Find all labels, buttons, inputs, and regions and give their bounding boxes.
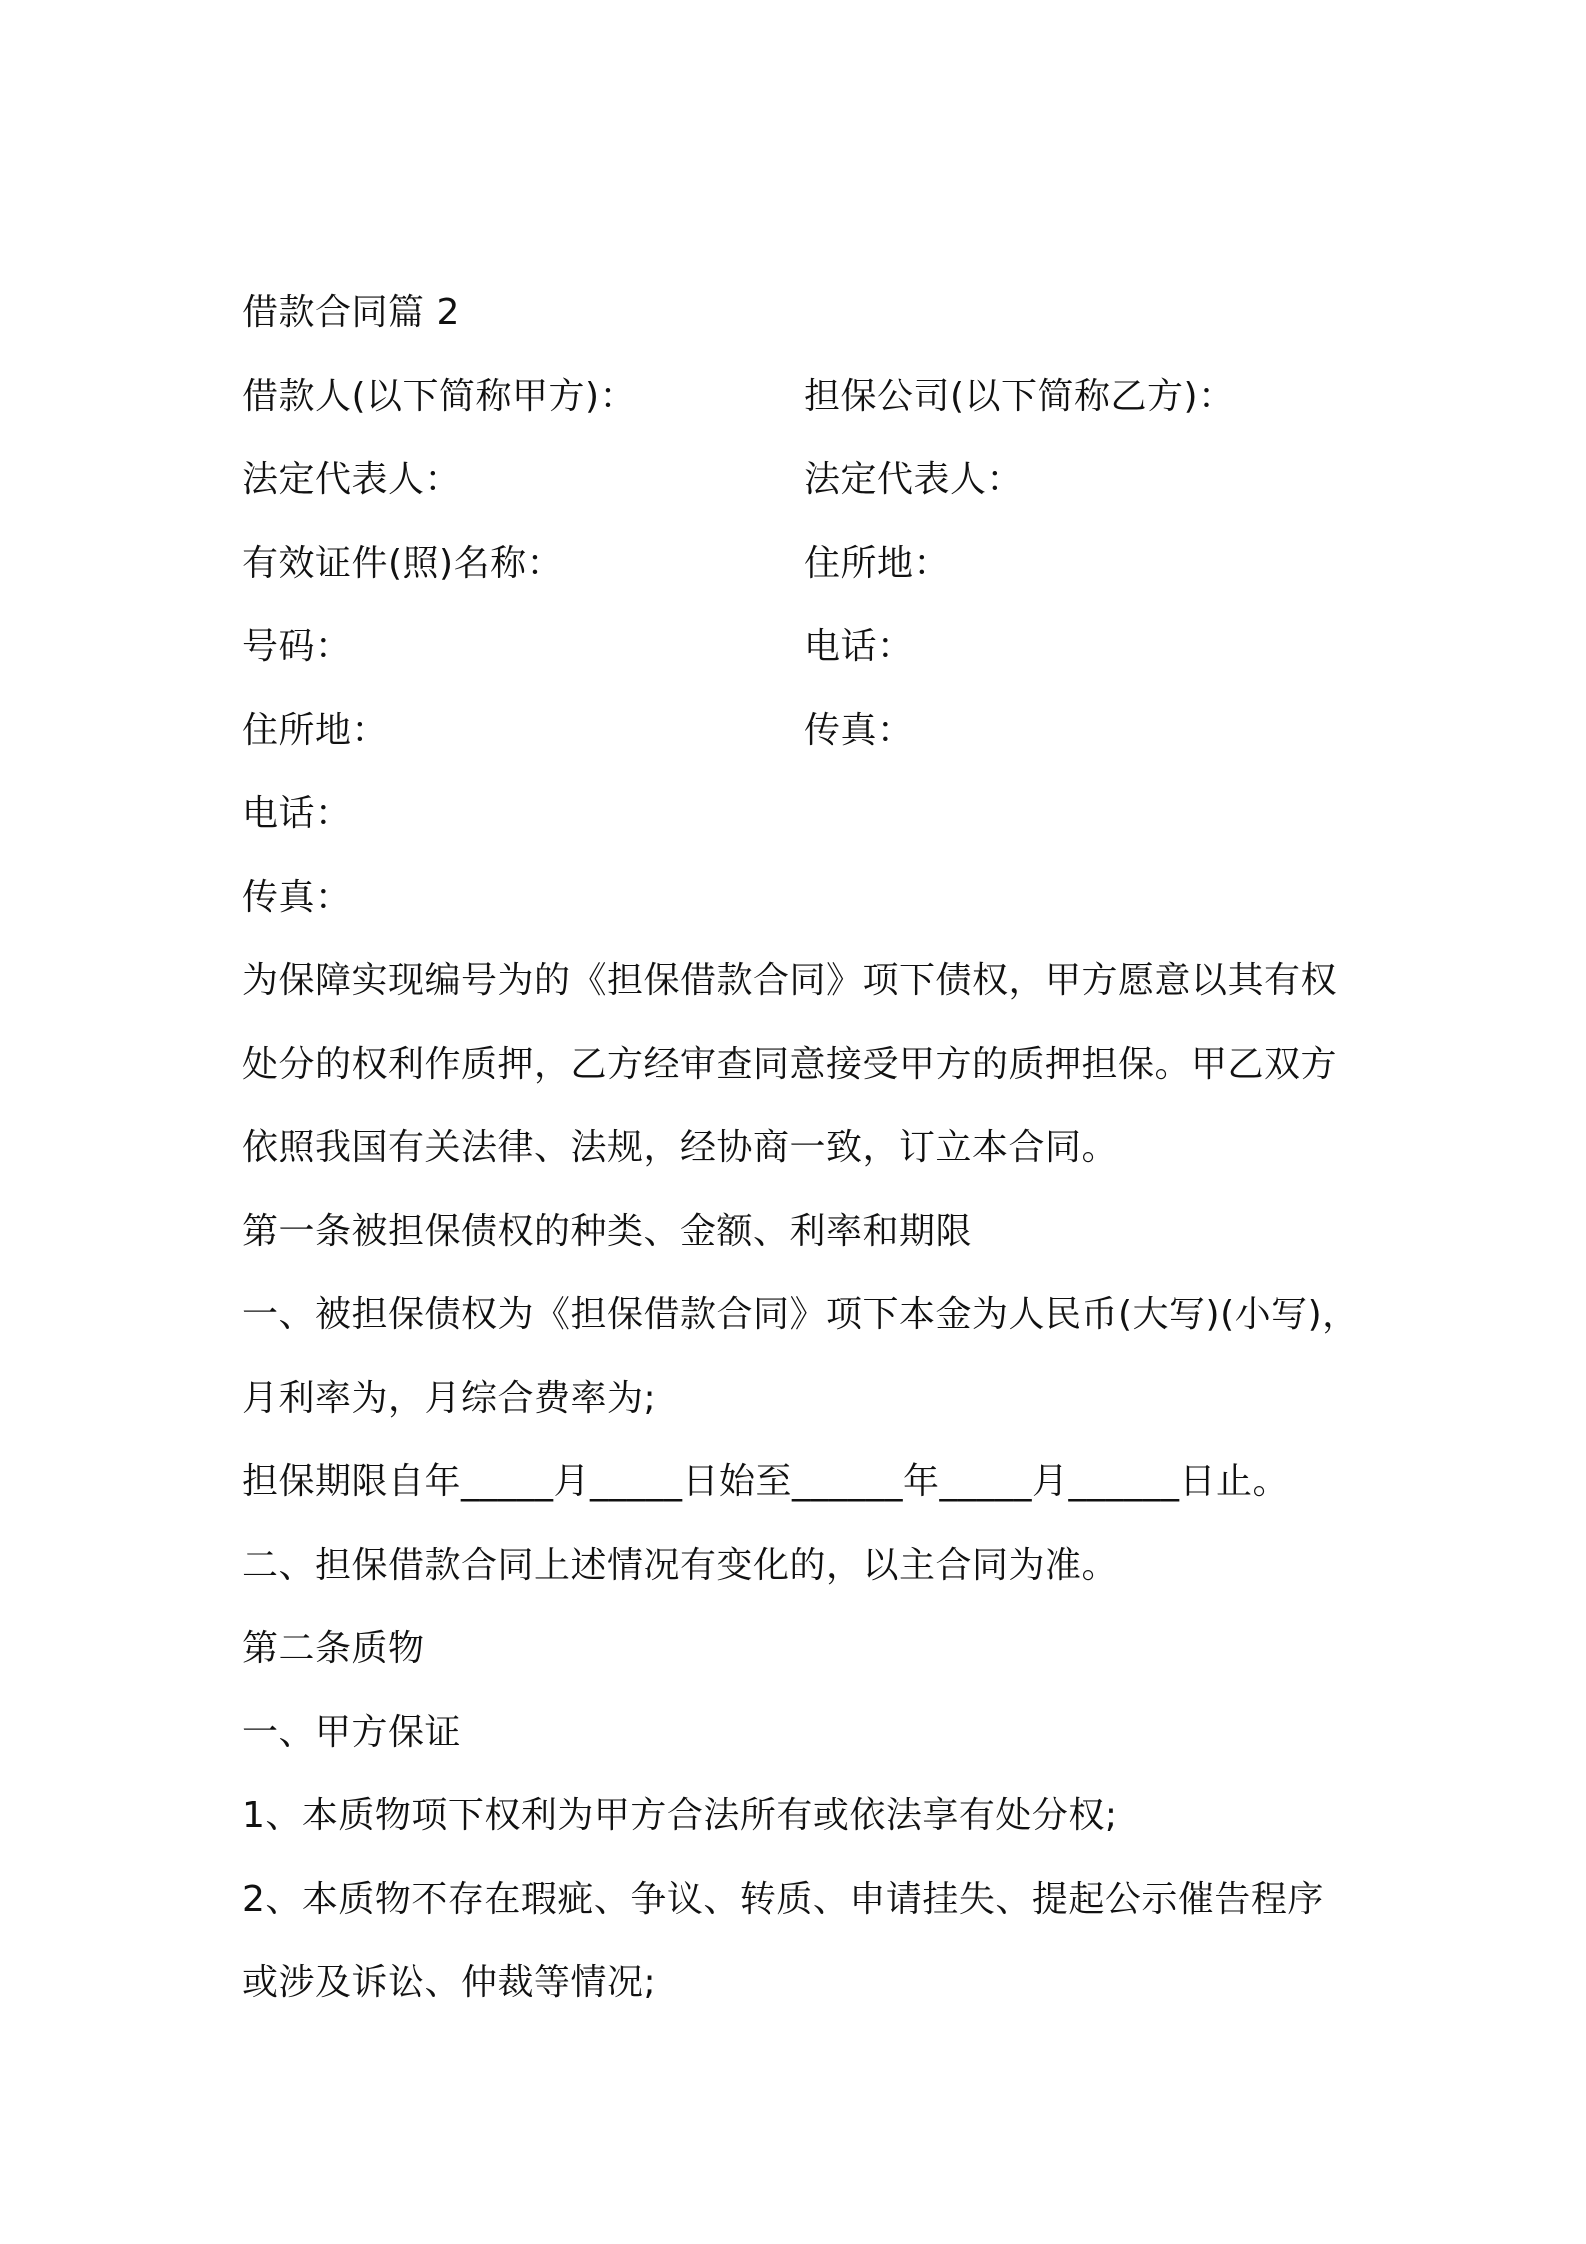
article1-item1-line: 月利率为，月综合费率为; [242, 1377, 657, 1419]
party-row-name [242, 363, 1362, 447]
party-b-address: 住所地： [804, 542, 951, 584]
guarantee-period-line: 担保期限自年_____月_____日始至______年_____月______日止。 [242, 1461, 1290, 1502]
article2-point2-line: 或涉及诉讼、仲裁等情况; [242, 1962, 657, 2003]
document-body [242, 279, 1362, 2033]
article1-item2: 二、担保借款合同上述情况有变化的，以主合同为准。 [242, 1544, 1119, 1586]
article1-heading: 第一条被担保债权的种类、金额、利率和期限 [242, 1210, 973, 1252]
article1-item1-line: 一、被担保债权为《担保借款合同》项下本金为人民币(大写)(小写)， [242, 1294, 1359, 1335]
preamble-line: 依照我国有关法律、法规，经协商一致，订立本合同。 [242, 1127, 1119, 1168]
party-b-label: 担保公司(以下简称乙方)： [804, 375, 1235, 417]
party-a-address: 住所地： [242, 709, 389, 751]
party-a-id-name: 有效证件(照)名称： [242, 542, 564, 584]
party-row-representative [242, 446, 1362, 530]
party-a-representative: 法定代表人： [242, 459, 462, 500]
party-a-label: 借款人(以下简称甲方)： [242, 375, 637, 417]
party-a-fax: 传真： [242, 876, 352, 918]
preamble-line: 处分的权利作质押，乙方经审查同意接受甲方的质押担保。甲乙双方 [242, 1043, 1338, 1085]
article2-point1: 1、本质物项下权利为甲方合法所有或依法享有处分权; [242, 1795, 1118, 1836]
preamble-line: 为保障实现编号为的《担保借款合同》项下债权，甲方愿意以其有权 [242, 960, 1338, 1001]
article2-subheading: 一、甲方保证 [242, 1711, 462, 1753]
party-b-phone: 电话： [804, 626, 914, 667]
party-a-id-number: 号码： [242, 626, 352, 667]
document-title: 借款合同篇 2 [242, 292, 460, 333]
party-row-number [242, 613, 1362, 697]
party-row-address [242, 697, 1362, 781]
article2-point2-line: 2、本质物不存在瑕疵、争议、转质、申请挂失、提起公示催告程序 [242, 1878, 1324, 1920]
party-b-fax: 传真： [804, 709, 914, 751]
party-row-id [242, 530, 1362, 614]
article2-heading: 第二条质物 [242, 1628, 425, 1669]
party-a-phone: 电话： [242, 793, 352, 834]
party-b-representative: 法定代表人： [804, 459, 1024, 500]
